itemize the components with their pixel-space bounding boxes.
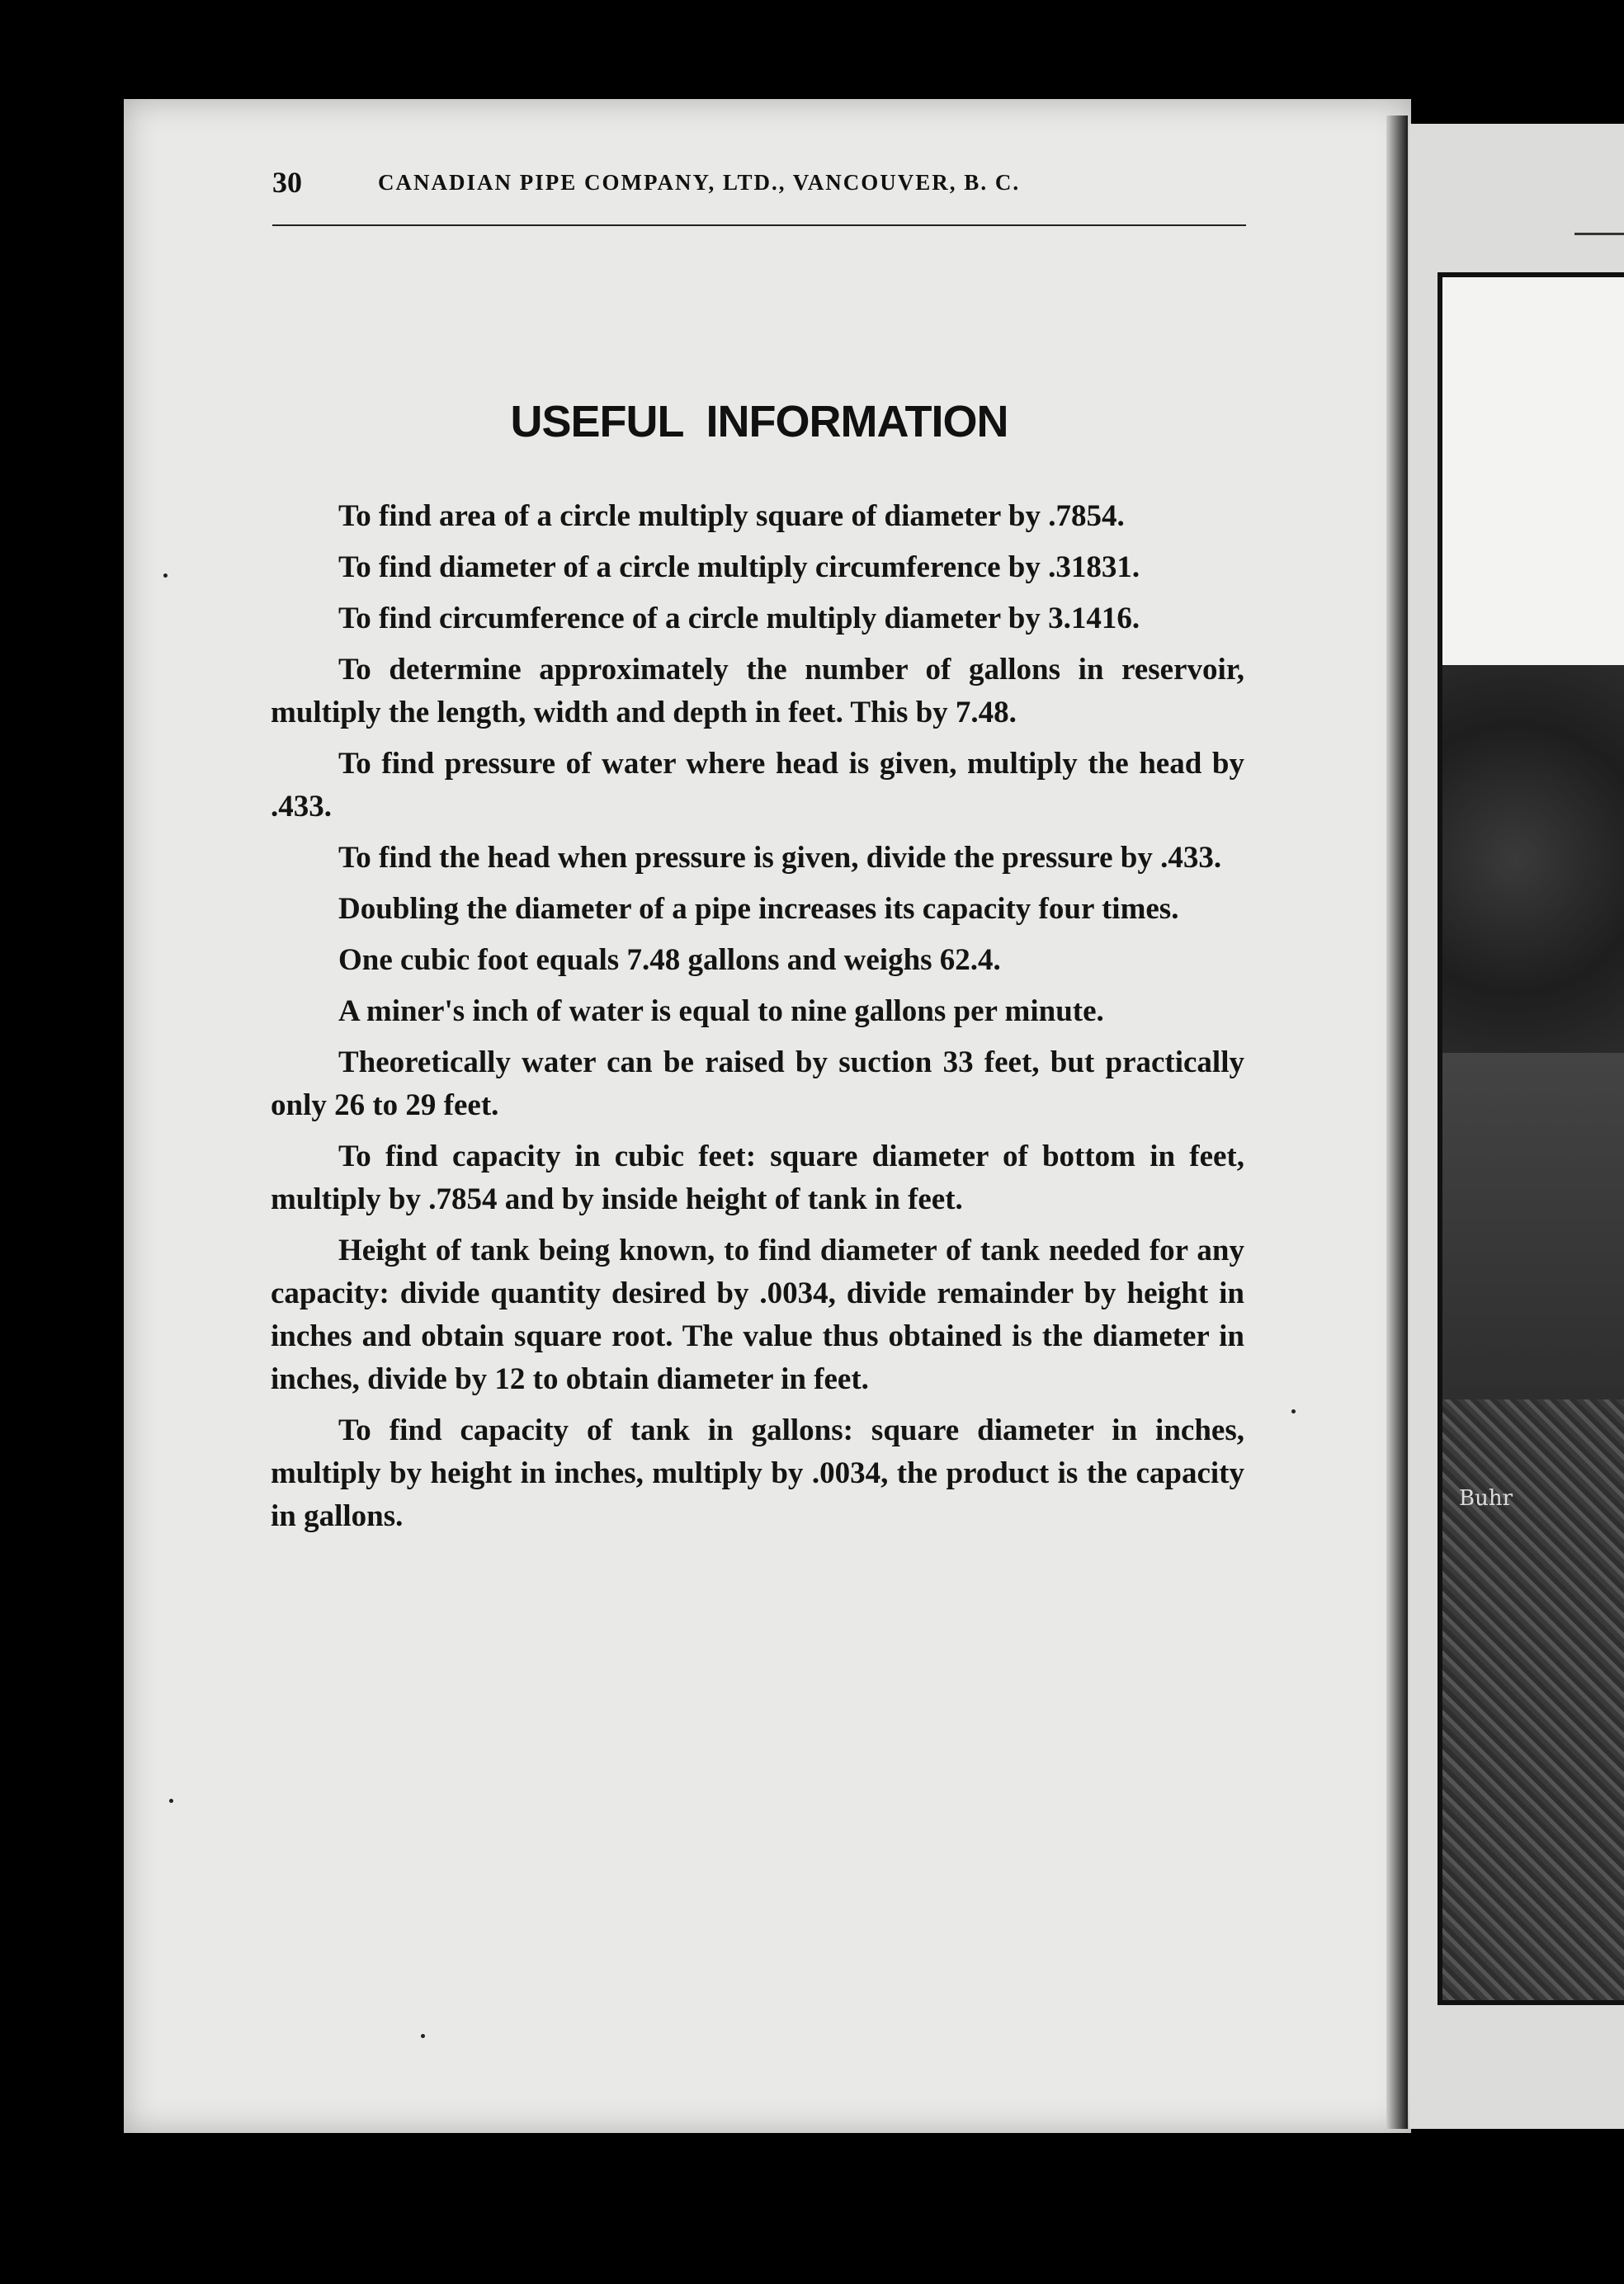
paragraph: To find the head when pressure is given, divide the pressure by .433. bbox=[338, 841, 1222, 875]
paragraph: Theoretically water can be raised by suction 33 feet, but practically only 26 to 29 feet. bbox=[271, 1045, 1244, 1122]
header-rule bbox=[272, 224, 1246, 226]
speck bbox=[421, 2034, 425, 2038]
facing-page-header-rule bbox=[1574, 233, 1624, 235]
paragraph: One cubic foot equals 7.48 gallons and weighs 62.4. bbox=[338, 943, 1001, 977]
paragraph: To find diameter of a circle multiply circumference by .31831. bbox=[338, 550, 1140, 584]
paragraph: To find pressure of water where head is given, multiply the head by .433. bbox=[271, 747, 1244, 823]
paragraph: To find capacity in cubic feet: square diameter of bottom in feet, multiply by .7854 and by inside height of tank in feet. bbox=[271, 1140, 1244, 1216]
speck bbox=[169, 1799, 173, 1803]
running-head: CANADIAN PIPE COMPANY, LTD., VANCOUVER, B. C. bbox=[378, 170, 1021, 195]
photo-sky bbox=[1442, 277, 1624, 665]
page-number: 30 bbox=[272, 166, 302, 199]
photo-caption-fragment: Buhr bbox=[1459, 1486, 1513, 1511]
book-gutter bbox=[1386, 116, 1408, 2129]
paragraph: A miner's inch of water is equal to nine gallons per minute. bbox=[338, 994, 1104, 1028]
page-header bbox=[272, 165, 1246, 198]
photo-trees bbox=[1442, 665, 1624, 1053]
photo-midground bbox=[1442, 1053, 1624, 1399]
paragraph: To find circumference of a circle multiply diameter by 3.1416. bbox=[338, 602, 1140, 635]
paragraph: Doubling the diameter of a pipe increases its capacity four times. bbox=[338, 892, 1179, 926]
paragraph: To determine approximately the number of gallons in reservoir, multiply the length, width and depth in feet. This by 7.48. bbox=[271, 653, 1244, 729]
body-text bbox=[271, 495, 1244, 1546]
paragraph: To find area of a circle multiply square of diameter by .7854. bbox=[338, 499, 1125, 533]
speck bbox=[1291, 1409, 1296, 1413]
paragraph: To find capacity of tank in gallons: square diameter in inches, multiply by height in inches, multiply by .0034, the product is the capacity in gallons. bbox=[271, 1413, 1244, 1533]
paragraph: Height of tank being known, to find diameter of tank needed for any capacity: divide quantity desired by .0034, divide remainder by height in inches and obtain square root. The value thus obtained is the diameter in inches, divide by 12 to obtain diameter in feet. bbox=[271, 1234, 1244, 1396]
speck bbox=[163, 573, 168, 578]
page-title: USEFUL INFORMATION bbox=[510, 397, 1008, 446]
facing-page-photo bbox=[1438, 272, 1624, 2005]
